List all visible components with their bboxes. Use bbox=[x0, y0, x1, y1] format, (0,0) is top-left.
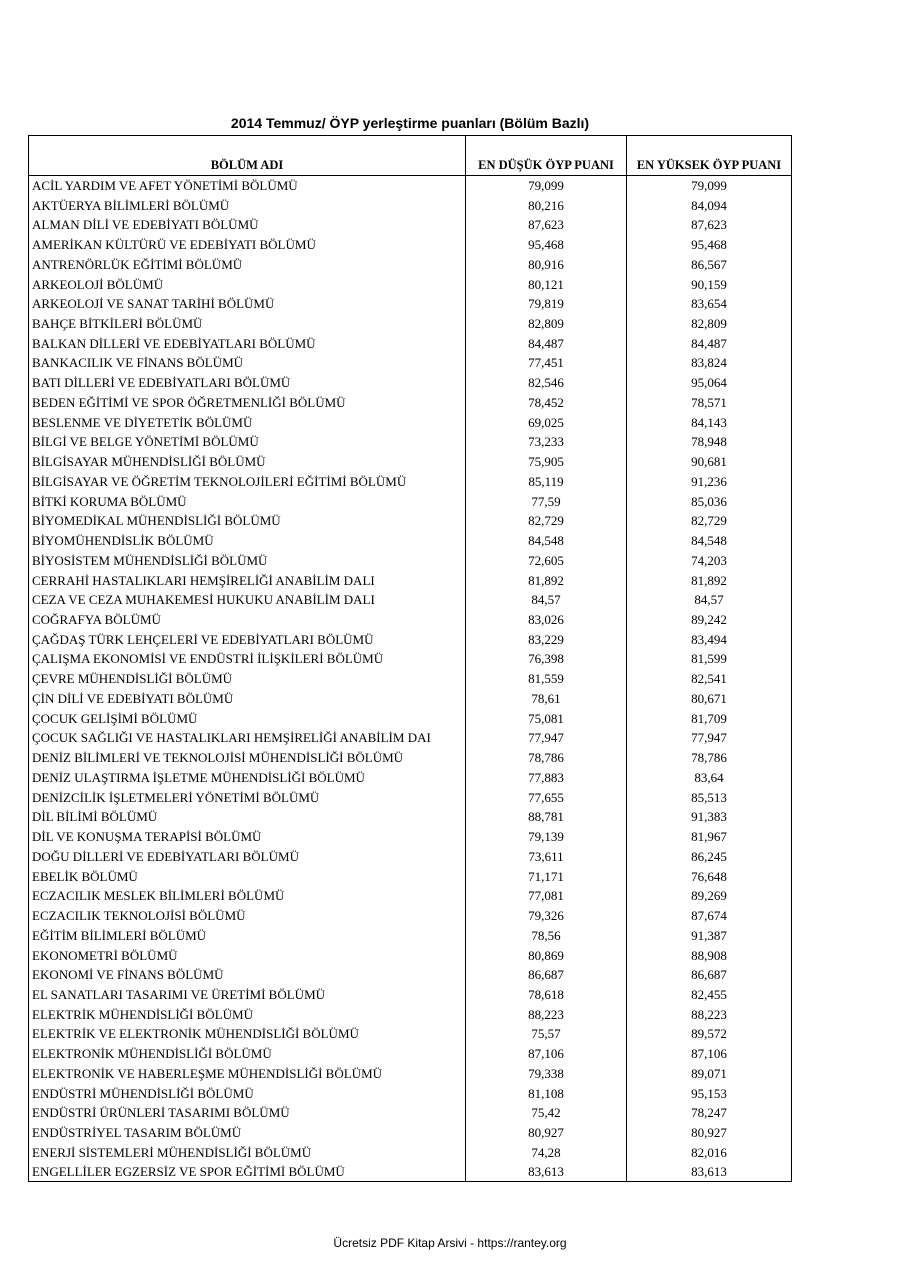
table-row bbox=[29, 827, 792, 847]
table-row bbox=[29, 590, 792, 610]
table-row bbox=[29, 1024, 792, 1044]
table-row bbox=[29, 768, 792, 788]
department-name-cell: ANTRENÖRLÜK EĞİTİMİ BÖLÜMÜ bbox=[29, 254, 466, 274]
department-name-cell: DİL VE KONUŞMA TERAPİSİ BÖLÜMÜ bbox=[29, 827, 466, 847]
table-row bbox=[29, 748, 792, 768]
department-name-cell: BAHÇE BİTKİLERİ BÖLÜMÜ bbox=[29, 314, 466, 334]
max-score-cell: 84,57 bbox=[627, 590, 792, 610]
table-row bbox=[29, 669, 792, 689]
min-score-cell: 84,487 bbox=[466, 333, 627, 353]
min-score-cell: 88,223 bbox=[466, 1004, 627, 1024]
min-score-cell: 86,687 bbox=[466, 965, 627, 985]
department-name-cell: ENERJİ SİSTEMLERİ MÜHENDİSLİĞİ BÖLÜMÜ bbox=[29, 1142, 466, 1162]
max-score-cell: 78,571 bbox=[627, 393, 792, 413]
table-row bbox=[29, 373, 792, 393]
table-row bbox=[29, 1044, 792, 1064]
department-name-cell: BATI DİLLERİ VE EDEBİYATLARI BÖLÜMÜ bbox=[29, 373, 466, 393]
page-title: 2014 Temmuz/ ÖYP yerleştirme puanları (Bölüm Bazlı) bbox=[230, 115, 590, 131]
department-name-cell: BİYOSİSTEM MÜHENDİSLİĞİ BÖLÜMÜ bbox=[29, 550, 466, 570]
table-row bbox=[29, 550, 792, 570]
min-score-cell: 82,729 bbox=[466, 511, 627, 531]
min-score-cell: 78,56 bbox=[466, 925, 627, 945]
min-score-cell: 81,108 bbox=[466, 1083, 627, 1103]
department-name-cell: EL SANATLARI TASARIMI VE ÜRETİMİ BÖLÜMÜ bbox=[29, 985, 466, 1005]
min-score-cell: 84,548 bbox=[466, 531, 627, 551]
max-score-cell: 90,159 bbox=[627, 274, 792, 294]
table-row bbox=[29, 511, 792, 531]
department-name-cell: ÇOCUK GELİŞİMİ BÖLÜMÜ bbox=[29, 708, 466, 728]
department-name-cell: BESLENME VE DİYETETİK BÖLÜMÜ bbox=[29, 412, 466, 432]
department-name-cell: ENDÜSTRİYEL TASARIM BÖLÜMÜ bbox=[29, 1123, 466, 1143]
max-score-cell: 80,671 bbox=[627, 689, 792, 709]
max-score-cell: 82,729 bbox=[627, 511, 792, 531]
max-score-cell: 82,809 bbox=[627, 314, 792, 334]
department-name-cell: ELEKTRİK VE ELEKTRONİK MÜHENDİSLİĞİ BÖLÜMÜ bbox=[29, 1024, 466, 1044]
table-row bbox=[29, 531, 792, 551]
department-name-cell: ALMAN DİLİ VE EDEBİYATI BÖLÜMÜ bbox=[29, 215, 466, 235]
max-score-cell: 83,654 bbox=[627, 294, 792, 314]
max-score-cell: 91,383 bbox=[627, 807, 792, 827]
department-name-cell: ARKEOLOJİ BÖLÜMÜ bbox=[29, 274, 466, 294]
table-row bbox=[29, 294, 792, 314]
max-score-cell: 74,203 bbox=[627, 550, 792, 570]
min-score-cell: 77,655 bbox=[466, 787, 627, 807]
table-row bbox=[29, 985, 792, 1005]
table-row bbox=[29, 610, 792, 630]
max-score-cell: 91,387 bbox=[627, 925, 792, 945]
department-name-cell: EKONOMİ VE FİNANS BÖLÜMÜ bbox=[29, 965, 466, 985]
min-score-cell: 80,216 bbox=[466, 195, 627, 215]
min-score-cell: 81,892 bbox=[466, 570, 627, 590]
max-score-cell: 84,487 bbox=[627, 333, 792, 353]
footer-text: Ücretsiz PDF Kitap Arsivi - https://rantey.org bbox=[333, 1236, 567, 1250]
table-row bbox=[29, 629, 792, 649]
max-score-cell: 76,648 bbox=[627, 866, 792, 886]
max-score-cell: 89,242 bbox=[627, 610, 792, 630]
table-row bbox=[29, 1004, 792, 1024]
department-name-cell: ÇALIŞMA EKONOMİSİ VE ENDÜSTRİ İLİŞKİLERİ BÖLÜMÜ bbox=[29, 649, 466, 669]
min-score-cell: 73,233 bbox=[466, 432, 627, 452]
min-score-cell: 87,623 bbox=[466, 215, 627, 235]
min-score-cell: 83,613 bbox=[466, 1162, 627, 1182]
max-score-cell: 83,613 bbox=[627, 1162, 792, 1182]
max-score-cell: 95,153 bbox=[627, 1083, 792, 1103]
max-score-cell: 89,269 bbox=[627, 886, 792, 906]
max-score-cell: 81,599 bbox=[627, 649, 792, 669]
max-score-cell: 84,094 bbox=[627, 195, 792, 215]
min-score-cell: 79,099 bbox=[466, 176, 627, 196]
max-score-cell: 78,247 bbox=[627, 1103, 792, 1123]
max-score-cell: 83,824 bbox=[627, 353, 792, 373]
min-score-cell: 79,139 bbox=[466, 827, 627, 847]
max-score-cell: 79,099 bbox=[627, 176, 792, 196]
min-score-cell: 79,326 bbox=[466, 906, 627, 926]
table-row bbox=[29, 274, 792, 294]
max-score-cell: 89,572 bbox=[627, 1024, 792, 1044]
max-score-cell: 85,036 bbox=[627, 491, 792, 511]
max-score-cell: 89,071 bbox=[627, 1064, 792, 1084]
department-name-cell: ÇOCUK SAĞLIĞI VE HASTALIKLARI HEMŞİRELİĞİ ANABİLİM DAI bbox=[29, 728, 466, 748]
department-name-cell: BANKACILIK VE FİNANS BÖLÜMÜ bbox=[29, 353, 466, 373]
table-row bbox=[29, 906, 792, 926]
table-row bbox=[29, 925, 792, 945]
min-score-cell: 77,883 bbox=[466, 768, 627, 788]
department-name-cell: BİTKİ KORUMA BÖLÜMÜ bbox=[29, 491, 466, 511]
max-score-cell: 83,494 bbox=[627, 629, 792, 649]
score-table bbox=[28, 135, 792, 1182]
max-score-cell: 78,948 bbox=[627, 432, 792, 452]
max-score-cell: 90,681 bbox=[627, 452, 792, 472]
department-name-cell: AKTÜERYA BİLİMLERİ BÖLÜMÜ bbox=[29, 195, 466, 215]
department-name-cell: EBELİK BÖLÜMÜ bbox=[29, 866, 466, 886]
table-row bbox=[29, 432, 792, 452]
table-row bbox=[29, 195, 792, 215]
min-score-cell: 80,927 bbox=[466, 1123, 627, 1143]
max-score-cell: 95,064 bbox=[627, 373, 792, 393]
department-name-cell: BİLGİSAYAR VE ÖĞRETİM TEKNOLOJİLERİ EĞİTİMİ BÖLÜMÜ bbox=[29, 472, 466, 492]
min-score-cell: 77,081 bbox=[466, 886, 627, 906]
department-name-cell: BİLGİ VE BELGE YÖNETİMİ BÖLÜMÜ bbox=[29, 432, 466, 452]
min-score-cell: 78,618 bbox=[466, 985, 627, 1005]
table-row bbox=[29, 1083, 792, 1103]
min-score-cell: 76,398 bbox=[466, 649, 627, 669]
department-name-cell: CEZA VE CEZA MUHAKEMESİ HUKUKU ANABİLİM DALI bbox=[29, 590, 466, 610]
table-row bbox=[29, 807, 792, 827]
department-name-cell: ELEKTRONİK MÜHENDİSLİĞİ BÖLÜMÜ bbox=[29, 1044, 466, 1064]
department-name-cell: AMERİKAN KÜLTÜRÜ VE EDEBİYATI BÖLÜMÜ bbox=[29, 235, 466, 255]
department-name-cell: ACİL YARDIM VE AFET YÖNETİMİ BÖLÜMÜ bbox=[29, 176, 466, 196]
table-row bbox=[29, 570, 792, 590]
min-score-cell: 83,026 bbox=[466, 610, 627, 630]
table-row bbox=[29, 176, 792, 196]
table-row bbox=[29, 945, 792, 965]
table-row bbox=[29, 393, 792, 413]
header-department-name: BÖLÜM ADI bbox=[29, 136, 466, 176]
department-name-cell: ENDÜSTRİ MÜHENDİSLİĞİ BÖLÜMÜ bbox=[29, 1083, 466, 1103]
min-score-cell: 78,61 bbox=[466, 689, 627, 709]
department-name-cell: ENDÜSTRİ ÜRÜNLERİ TASARIMI BÖLÜMÜ bbox=[29, 1103, 466, 1123]
min-score-cell: 83,229 bbox=[466, 629, 627, 649]
table-header-row bbox=[29, 136, 792, 176]
table-row bbox=[29, 1123, 792, 1143]
min-score-cell: 85,119 bbox=[466, 472, 627, 492]
table-row bbox=[29, 708, 792, 728]
max-score-cell: 83,64 bbox=[627, 768, 792, 788]
max-score-cell: 86,567 bbox=[627, 254, 792, 274]
min-score-cell: 82,809 bbox=[466, 314, 627, 334]
table-row bbox=[29, 1162, 792, 1182]
table-row bbox=[29, 254, 792, 274]
max-score-cell: 84,548 bbox=[627, 531, 792, 551]
min-score-cell: 75,42 bbox=[466, 1103, 627, 1123]
min-score-cell: 72,605 bbox=[466, 550, 627, 570]
min-score-cell: 77,451 bbox=[466, 353, 627, 373]
min-score-cell: 77,947 bbox=[466, 728, 627, 748]
header-max-score: EN YÜKSEK ÖYP PUANI bbox=[627, 136, 792, 176]
department-name-cell: ARKEOLOJİ VE SANAT TARİHİ BÖLÜMÜ bbox=[29, 294, 466, 314]
department-name-cell: ELEKTRİK MÜHENDİSLİĞİ BÖLÜMÜ bbox=[29, 1004, 466, 1024]
department-name-cell: ÇEVRE MÜHENDİSLİĞİ BÖLÜMÜ bbox=[29, 669, 466, 689]
min-score-cell: 95,468 bbox=[466, 235, 627, 255]
min-score-cell: 79,338 bbox=[466, 1064, 627, 1084]
table-row bbox=[29, 314, 792, 334]
min-score-cell: 77,59 bbox=[466, 491, 627, 511]
table-row bbox=[29, 866, 792, 886]
department-name-cell: BİYOMÜHENDİSLİK BÖLÜMÜ bbox=[29, 531, 466, 551]
table-row bbox=[29, 846, 792, 866]
department-name-cell: EKONOMETRİ BÖLÜMÜ bbox=[29, 945, 466, 965]
department-name-cell: DENİZCİLİK İŞLETMELERİ YÖNETİMİ BÖLÜMÜ bbox=[29, 787, 466, 807]
department-name-cell: DOĞU DİLLERİ VE EDEBİYATLARI BÖLÜMÜ bbox=[29, 846, 466, 866]
department-name-cell: EĞİTİM BİLİMLERİ BÖLÜMÜ bbox=[29, 925, 466, 945]
max-score-cell: 87,623 bbox=[627, 215, 792, 235]
max-score-cell: 82,541 bbox=[627, 669, 792, 689]
table-row bbox=[29, 452, 792, 472]
min-score-cell: 75,905 bbox=[466, 452, 627, 472]
max-score-cell: 87,674 bbox=[627, 906, 792, 926]
min-score-cell: 73,611 bbox=[466, 846, 627, 866]
department-name-cell: ÇİN DİLİ VE EDEBİYATI BÖLÜMÜ bbox=[29, 689, 466, 709]
department-name-cell: ELEKTRONİK VE HABERLEŞME MÜHENDİSLİĞİ BÖLÜMÜ bbox=[29, 1064, 466, 1084]
max-score-cell: 86,245 bbox=[627, 846, 792, 866]
department-name-cell: BİYOMEDİKAL MÜHENDİSLİĞİ BÖLÜMÜ bbox=[29, 511, 466, 531]
min-score-cell: 88,781 bbox=[466, 807, 627, 827]
department-name-cell: BALKAN DİLLERİ VE EDEBİYATLARI BÖLÜMÜ bbox=[29, 333, 466, 353]
max-score-cell: 80,927 bbox=[627, 1123, 792, 1143]
max-score-cell: 81,709 bbox=[627, 708, 792, 728]
min-score-cell: 81,559 bbox=[466, 669, 627, 689]
max-score-cell: 95,468 bbox=[627, 235, 792, 255]
table-row bbox=[29, 235, 792, 255]
table-row bbox=[29, 333, 792, 353]
min-score-cell: 74,28 bbox=[466, 1142, 627, 1162]
department-name-cell: ÇAĞDAŞ TÜRK LEHÇELERİ VE EDEBİYATLARI BÖLÜMÜ bbox=[29, 629, 466, 649]
table-row bbox=[29, 728, 792, 748]
min-score-cell: 80,916 bbox=[466, 254, 627, 274]
min-score-cell: 69,025 bbox=[466, 412, 627, 432]
min-score-cell: 78,452 bbox=[466, 393, 627, 413]
max-score-cell: 85,513 bbox=[627, 787, 792, 807]
max-score-cell: 87,106 bbox=[627, 1044, 792, 1064]
table-row bbox=[29, 886, 792, 906]
min-score-cell: 84,57 bbox=[466, 590, 627, 610]
min-score-cell: 78,786 bbox=[466, 748, 627, 768]
max-score-cell: 84,143 bbox=[627, 412, 792, 432]
table-row bbox=[29, 215, 792, 235]
table-row bbox=[29, 787, 792, 807]
max-score-cell: 81,967 bbox=[627, 827, 792, 847]
min-score-cell: 75,57 bbox=[466, 1024, 627, 1044]
max-score-cell: 82,016 bbox=[627, 1142, 792, 1162]
min-score-cell: 75,081 bbox=[466, 708, 627, 728]
max-score-cell: 88,908 bbox=[627, 945, 792, 965]
header-min-score: EN DÜŞÜK ÖYP PUANI bbox=[466, 136, 627, 176]
max-score-cell: 78,786 bbox=[627, 748, 792, 768]
table-row bbox=[29, 649, 792, 669]
max-score-cell: 88,223 bbox=[627, 1004, 792, 1024]
table-row bbox=[29, 472, 792, 492]
min-score-cell: 71,171 bbox=[466, 866, 627, 886]
department-name-cell: CERRAHİ HASTALIKLARI HEMŞİRELİĞİ ANABİLİM DALI bbox=[29, 570, 466, 590]
max-score-cell: 82,455 bbox=[627, 985, 792, 1005]
table-row bbox=[29, 353, 792, 373]
min-score-cell: 80,121 bbox=[466, 274, 627, 294]
table-row bbox=[29, 965, 792, 985]
department-name-cell: ENGELLİLER EGZERSİZ VE SPOR EĞİTİMİ BÖLÜMÜ bbox=[29, 1162, 466, 1182]
max-score-cell: 77,947 bbox=[627, 728, 792, 748]
table-body bbox=[29, 176, 792, 1182]
min-score-cell: 79,819 bbox=[466, 294, 627, 314]
department-name-cell: DENİZ ULAŞTIRMA İŞLETME MÜHENDİSLİĞİ BÖLÜMÜ bbox=[29, 768, 466, 788]
department-name-cell: ECZACILIK MESLEK BİLİMLERİ BÖLÜMÜ bbox=[29, 886, 466, 906]
table-row bbox=[29, 1064, 792, 1084]
table-row bbox=[29, 1103, 792, 1123]
department-name-cell: BEDEN EĞİTİMİ VE SPOR ÖĞRETMENLİĞİ BÖLÜMÜ bbox=[29, 393, 466, 413]
table-row bbox=[29, 491, 792, 511]
department-name-cell: BİLGİSAYAR MÜHENDİSLİĞİ BÖLÜMÜ bbox=[29, 452, 466, 472]
department-name-cell: DİL BİLİMİ BÖLÜMÜ bbox=[29, 807, 466, 827]
min-score-cell: 82,546 bbox=[466, 373, 627, 393]
max-score-cell: 81,892 bbox=[627, 570, 792, 590]
department-name-cell: ECZACILIK TEKNOLOJİSİ BÖLÜMÜ bbox=[29, 906, 466, 926]
max-score-cell: 86,687 bbox=[627, 965, 792, 985]
min-score-cell: 80,869 bbox=[466, 945, 627, 965]
department-name-cell: DENİZ BİLİMLERİ VE TEKNOLOJİSİ MÜHENDİSLİĞİ BÖLÜMÜ bbox=[29, 748, 466, 768]
table-row bbox=[29, 1142, 792, 1162]
max-score-cell: 91,236 bbox=[627, 472, 792, 492]
table-row bbox=[29, 412, 792, 432]
min-score-cell: 87,106 bbox=[466, 1044, 627, 1064]
table-row bbox=[29, 689, 792, 709]
department-name-cell: COĞRAFYA BÖLÜMÜ bbox=[29, 610, 466, 630]
